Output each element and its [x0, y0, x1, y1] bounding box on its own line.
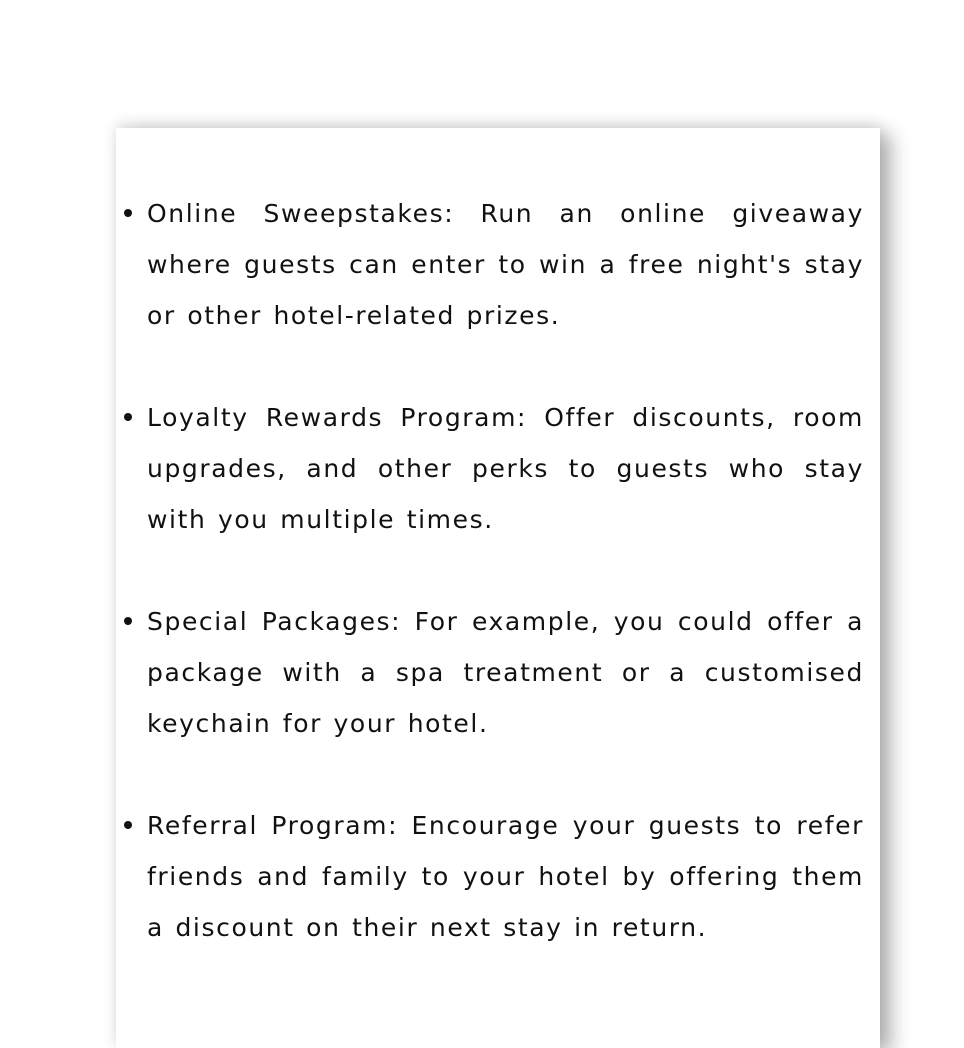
document-page	[116, 128, 880, 1048]
list-item-text: Loyalty Rewards Program: Offer discounts, room upgrades, and other perks to guests who stay with you multiple times.	[147, 403, 864, 534]
bullet-icon	[124, 617, 132, 625]
bullet-icon	[124, 413, 132, 421]
promotion-ideas-list	[116, 188, 864, 1004]
list-item	[116, 188, 864, 341]
list-item-text: Referral Program: Encourage your guests to refer friends and family to your hotel by offering them a discount on their next stay in return.	[147, 811, 864, 942]
list-item-text: Online Sweepstakes: Run an online giveaway where guests can enter to win a free night's stay or other hotel-related prizes.	[147, 199, 864, 330]
bullet-icon	[124, 209, 132, 217]
bullet-icon	[124, 821, 132, 829]
list-item	[116, 596, 864, 749]
list-item	[116, 392, 864, 545]
list-item	[116, 800, 864, 953]
list-item-text: Special Packages: For example, you could offer a package with a spa treatment or a customised keychain for your hotel.	[147, 607, 864, 738]
